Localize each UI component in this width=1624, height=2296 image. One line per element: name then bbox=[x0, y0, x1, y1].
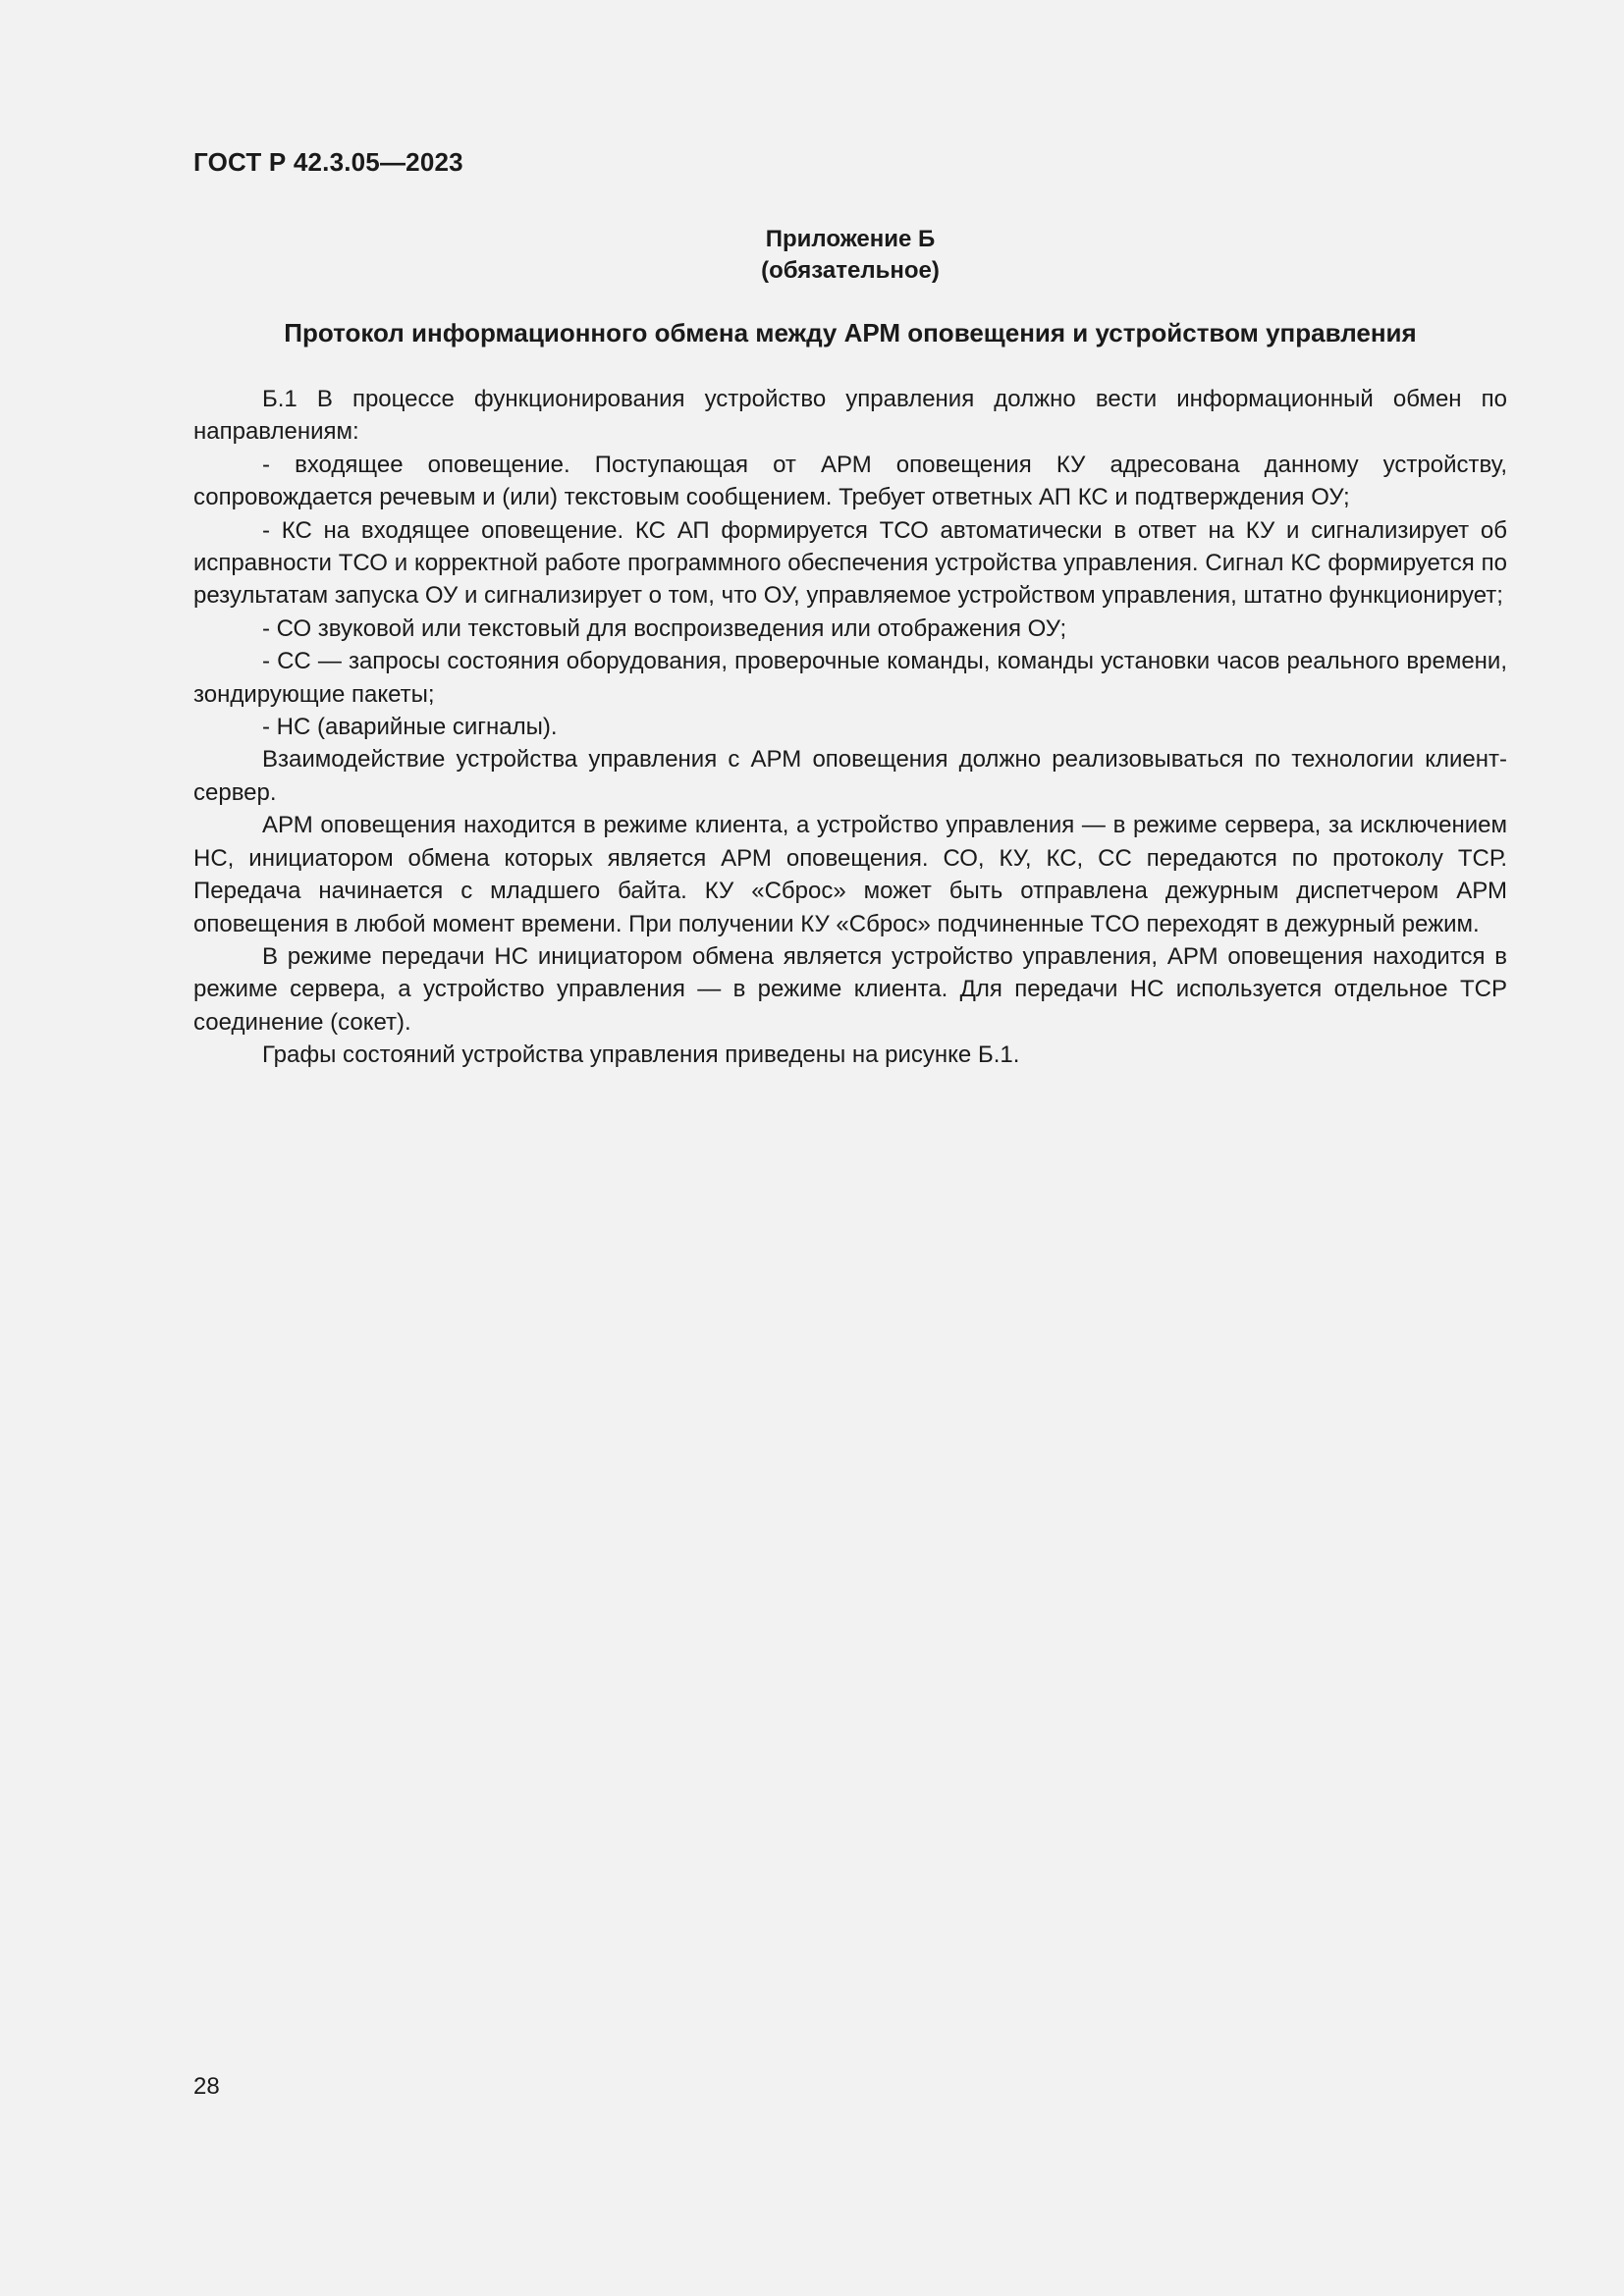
paragraph-state-graphs: Графы состояний устройства управления приведены на рисунке Б.1. bbox=[262, 1041, 1020, 1069]
body-text bbox=[193, 383, 1507, 1072]
section-title: Протокол информационного обмена между АРМ оповещения и устройством управления bbox=[284, 318, 1417, 347]
list-item-so: - СО звуковой или текстовый для воспроизведения или отображения ОУ; bbox=[262, 614, 1067, 642]
paragraph-b1: Б.1 В процессе функционирования устройство управления должно вести информационный обмен по направлениям: bbox=[193, 386, 1507, 446]
paragraph-arm-client-mode: АРМ оповещения находится в режиме клиента, а устройство управления — в режиме сервера, за исключением НС, инициатором обмена которых является АРМ оповещения. СО, КУ, КС, СС передаются по протоколу ТСР. Передача начинается с младшего байта. КУ «Сброс» может быть отправлена дежурным диспетчером АРМ оповещения в любой момент времени. При получении КУ «Сброс» подчиненные ТСО переходят в дежурный режим. bbox=[193, 812, 1507, 937]
paragraph-ns-transfer: В режиме передачи НС инициатором обмена является устройство управления, АРМ оповещения находится в режиме сервера, а устройство управления — в режиме клиента. Для передачи НС используется отдельное ТСР соединение (сокет). bbox=[193, 942, 1507, 1036]
list-item-ns: - НС (аварийные сигналы). bbox=[262, 714, 558, 741]
list-item-incoming-alert: - входящее оповещение. Поступающая от АРМ оповещения КУ адресована данному устройству, сопровождается речевым и (или) текстовым сообщением. Требует ответных АП КС и подтверждения ОУ; bbox=[193, 451, 1507, 511]
page-number: 28 bbox=[193, 2073, 220, 2100]
appendix-kind: (обязательное) bbox=[761, 257, 940, 284]
list-item-ks: - КС на входящее оповещение. КС АП формируется ТСО автоматически в ответ на КУ и сигнализирует об исправности ТСО и корректной работе программного обеспечения устройства управления. Сигнал КС формируется по результатам запуска ОУ и сигнализирует о том, что ОУ, управляемое устройством управления, штатно функционирует; bbox=[193, 516, 1507, 610]
paragraph-client-server: Взаимодействие устройства управления с АРМ оповещения должно реализовываться по технологии клиент-сервер. bbox=[193, 746, 1507, 806]
document-code: ГОСТ Р 42.3.05—2023 bbox=[193, 147, 463, 177]
appendix-title: Приложение Б bbox=[765, 226, 936, 252]
list-item-ss: - СС — запросы состояния оборудования, проверочные команды, команды установки часов реального времени, зондирующие пакеты; bbox=[193, 648, 1507, 708]
